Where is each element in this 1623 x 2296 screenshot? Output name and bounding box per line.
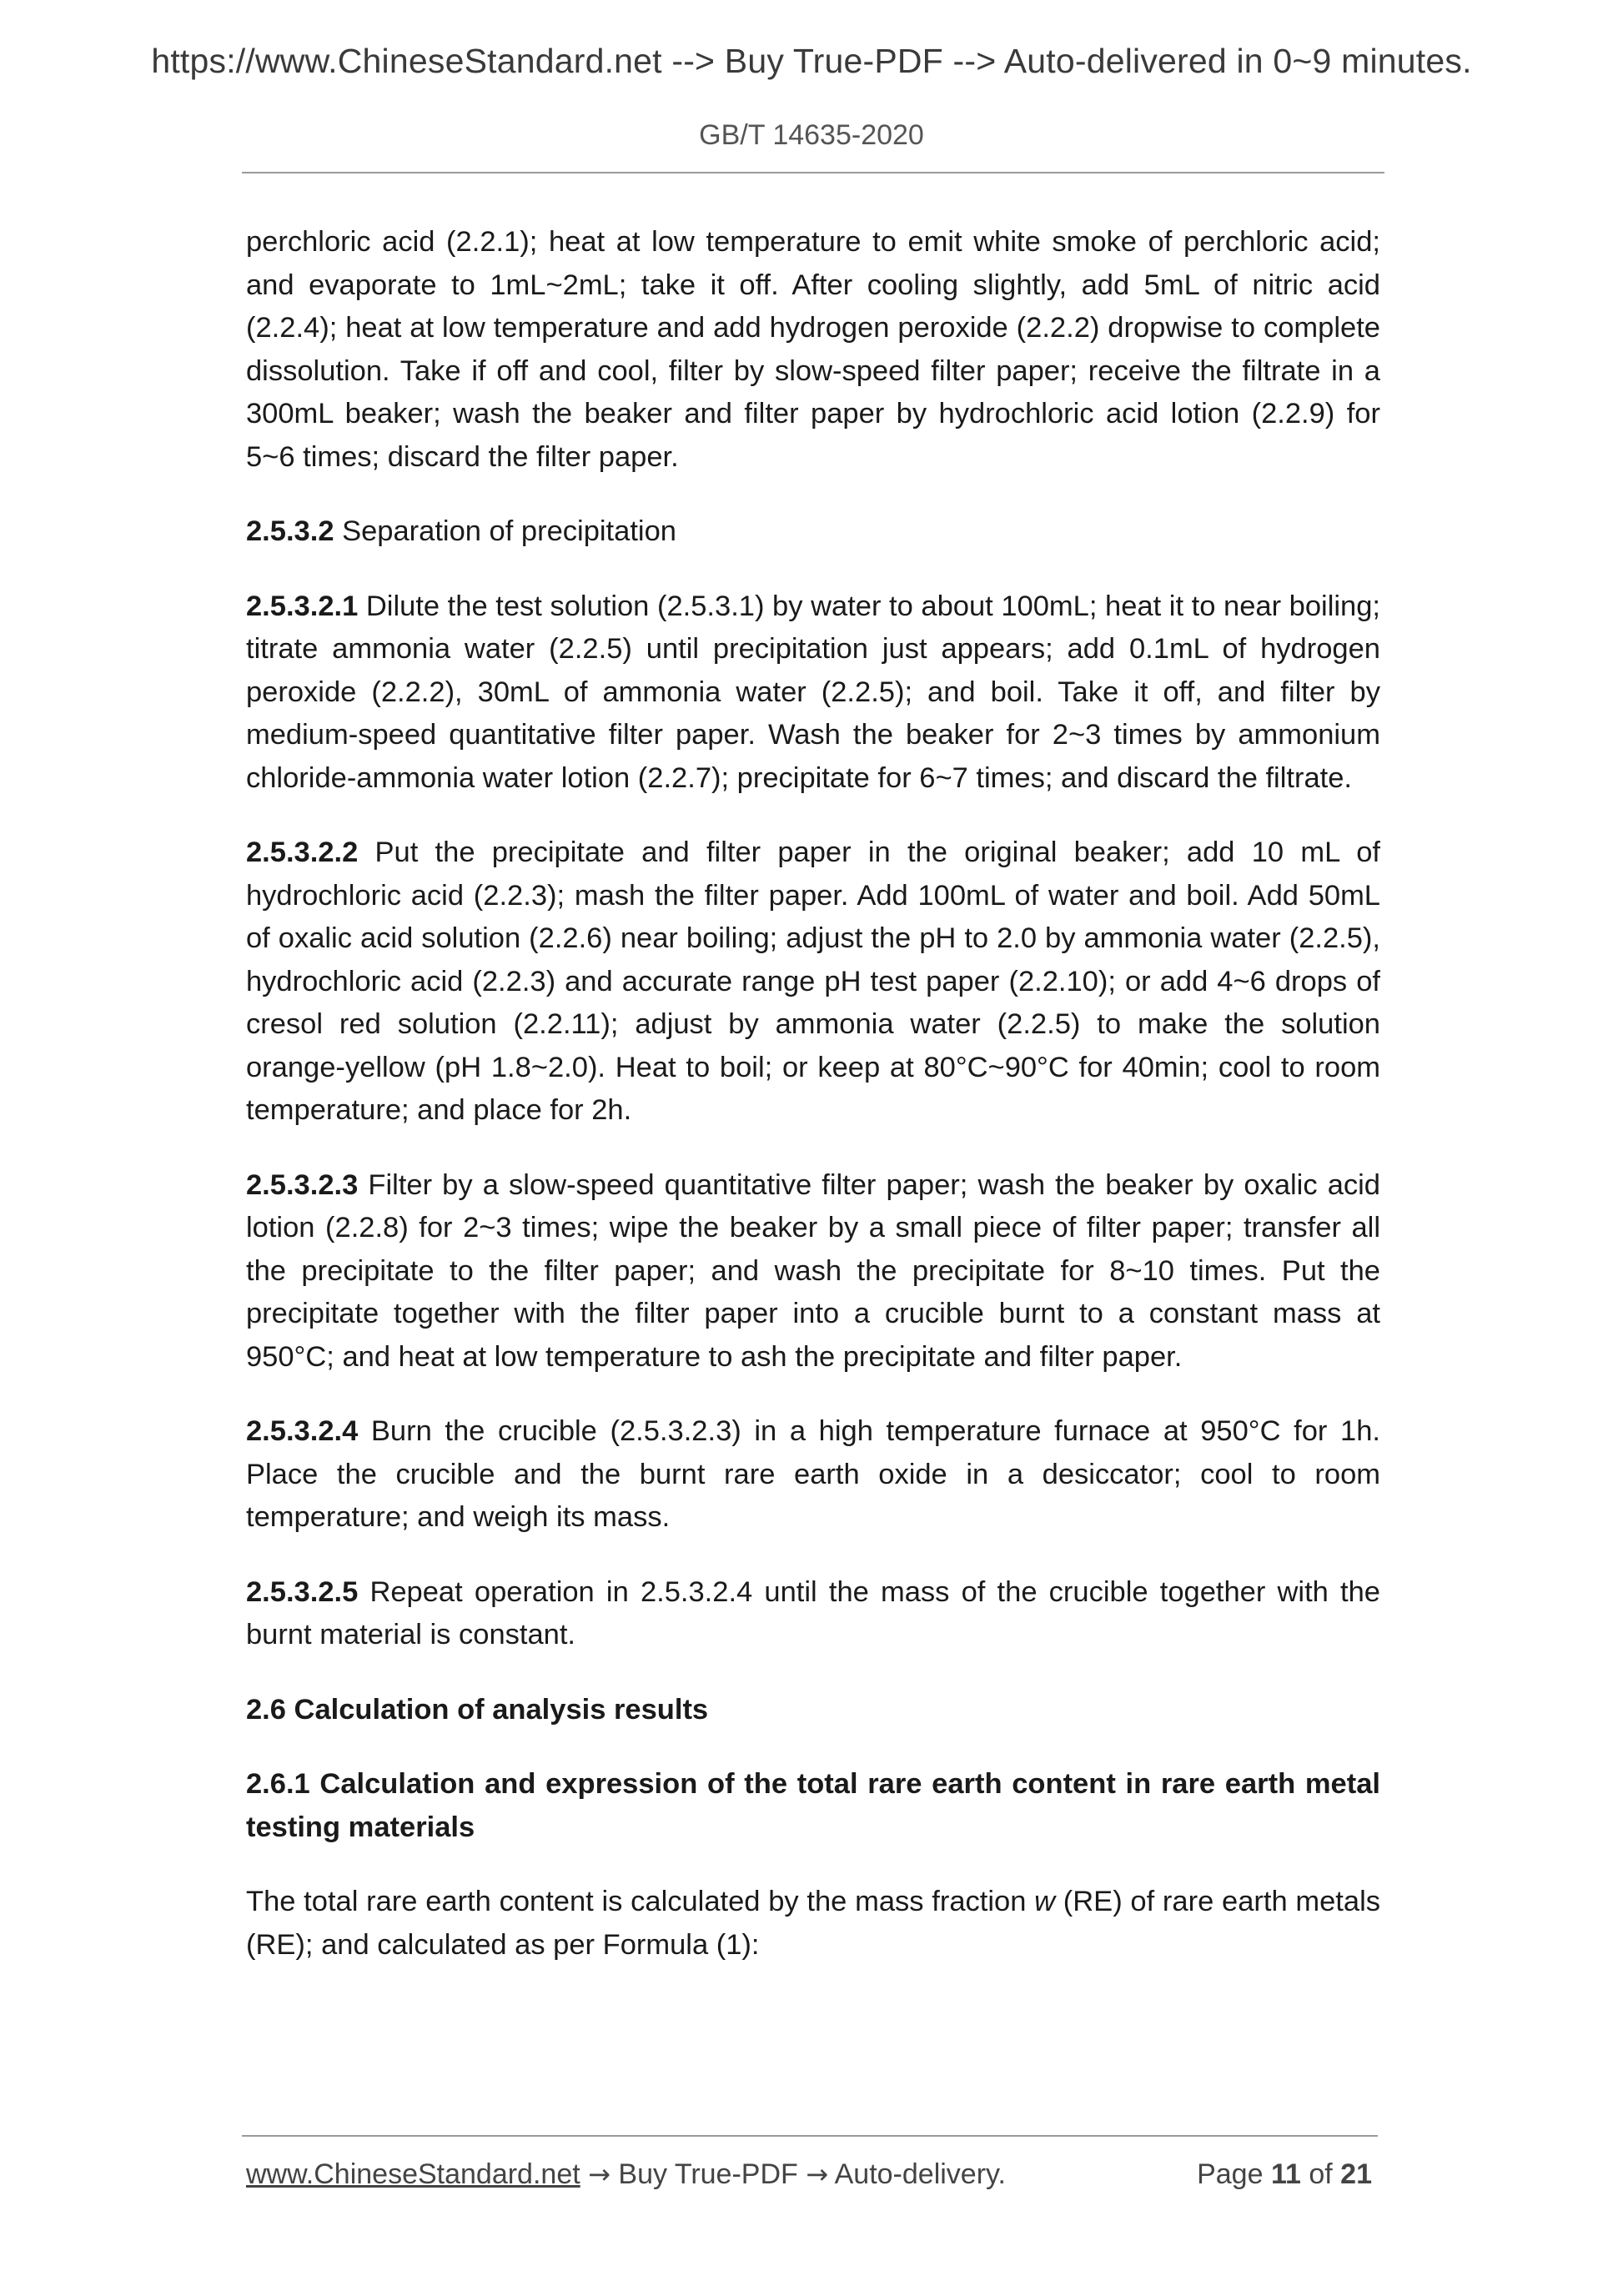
- clause-number: 2.5.3.2.2: [246, 837, 359, 868]
- clause-2-5-3-2-3: [246, 1164, 1380, 1379]
- clause-2-5-3-2-4: [246, 1410, 1380, 1540]
- page-indicator: [1197, 2158, 1372, 2191]
- clause-number: 2.5.3.2.3: [246, 1168, 359, 1201]
- footer-site-link[interactable]: www.ChineseStandard.net: [246, 2158, 580, 2190]
- section-heading-2-6-1: 2.6.1 Calculation and expression of the total rare earth content in rare earth metal testing materials: [246, 1768, 1380, 1843]
- page-content: [246, 221, 1380, 1998]
- clause-text: Filter by a slow-speed quantitative filter paper; wash the beaker by oxalic acid lotion (2.2.8) for 2~3 times; wipe the beaker by a small piece of filter paper; transfer all the precipitate to the filter paper; and wash the precipitate for 8~10 times. Put the precipitate together with the filter paper into a crucible burnt to a constant mass at 950°C; and heat at low temperature to ash the precipitate and filter paper.: [246, 1168, 1380, 1373]
- footer-divider: [242, 2135, 1378, 2137]
- formula-intro-text-end: (RE) of rare earth metals (RE); and calculated as per Formula (1):: [246, 1886, 1380, 1961]
- of-label: of: [1309, 2158, 1333, 2190]
- clause-number: 2.5.3.2: [246, 515, 334, 547]
- page-total: 21: [1340, 2158, 1372, 2190]
- clause-text: Put the precipitate and filter paper in the original beaker; add 10 mL of hydrochloric acid (2.2.3); mash the filter paper. Add 100mL of water and boil. Add 50mL of oxalic acid solution (2.2.6) near boiling; adjust the pH to 2.0 by ammonia water (2.2.5), hydrochloric acid (2.2.3) and accurate range pH test paper (2.2.10); or add 4~6 drops of cresol red solution (2.2.11); adjust by ammonia water (2.2.5) to make the solution orange-yellow (pH 1.8~2.0). Heat to boil; or keep at 80°C~90°C for 40min; cool to room temperature; and place for 2h.: [246, 837, 1380, 1126]
- clause-2-5-3-2-5: [246, 1571, 1380, 1657]
- clause-number: 2.5.3.2.4: [246, 1415, 359, 1447]
- clause-text: Repeat operation in 2.5.3.2.4 until the mass of the crucible together with the burnt material is constant.: [246, 1575, 1380, 1650]
- clause-2-5-3-2-1: [246, 585, 1380, 801]
- standard-code: GB/T 14635-2020: [699, 119, 924, 151]
- mass-fraction-symbol: w: [1034, 1886, 1056, 1917]
- footer-delivery-text: Auto-delivery.: [828, 2158, 1006, 2190]
- section-heading-2-6: 2.6 Calculation of analysis results: [246, 1693, 709, 1726]
- page-footer: [246, 2158, 1376, 2191]
- footer-buy-text: Buy True-PDF: [610, 2158, 806, 2190]
- page-label: Page: [1197, 2158, 1264, 2190]
- clause-text: Burn the crucible (2.5.3.2.3) in a high temperature furnace at 950°C for 1h. Place the crucible and the burnt rare earth oxide in a desiccator; cool to room temperature; and weigh its mass.: [246, 1415, 1380, 1533]
- header-divider: [242, 172, 1384, 173]
- source-banner: https://www.ChineseStandard.net --> Buy True-PDF --> Auto-delivered in 0~9 minutes.: [151, 42, 1472, 80]
- formula-intro-paragraph: [246, 1881, 1380, 1967]
- clause-text: Dilute the test solution (2.5.3.1) by water to about 100mL; heat it to near boiling; titrate ammonia water (2.2.5) until precipitation just appears; add 0.1mL of hydrogen peroxide (2.2.2), 30mL of ammonia water (2.2.5); and boil. Take it off, and filter by medium-speed quantitative filter paper. Wash the beaker for 2~3 times by ammonium chloride-ammonia water lotion (2.2.7); precipitate for 6~7 times; and discard the filtrate.: [246, 590, 1380, 794]
- formula-intro-text: The total rare earth content is calculated by the mass fraction: [246, 1886, 1035, 1917]
- intro-paragraph: perchloric acid (2.2.1); heat at low temperature to emit white smoke of perchloric acid; and evaporate to 1mL~2mL; take it off. After cooling slightly, add 5mL of nitric acid (2.2.4); heat at low temperature and add hydrogen peroxide (2.2.2) dropwise to complete dissolution. Take if off and cool, filter by slow-speed filter paper; receive the filtrate in a 300mL beaker; wash the beaker and filter paper by hydrochloric acid lotion (2.2.9) for 5~6 times; discard the filter paper.: [246, 226, 1380, 473]
- clause-text: Separation of precipitation: [334, 515, 676, 547]
- arrow-right-icon: →: [588, 2158, 611, 2190]
- page-number: 11: [1270, 2158, 1301, 2190]
- arrow-right-icon: →: [806, 2158, 829, 2190]
- clause-2-5-3-2-2: [246, 831, 1380, 1133]
- clause-number: 2.5.3.2.1: [246, 590, 359, 622]
- clause-number: 2.5.3.2.5: [246, 1575, 359, 1608]
- clause-2-5-3-2: [246, 510, 1380, 554]
